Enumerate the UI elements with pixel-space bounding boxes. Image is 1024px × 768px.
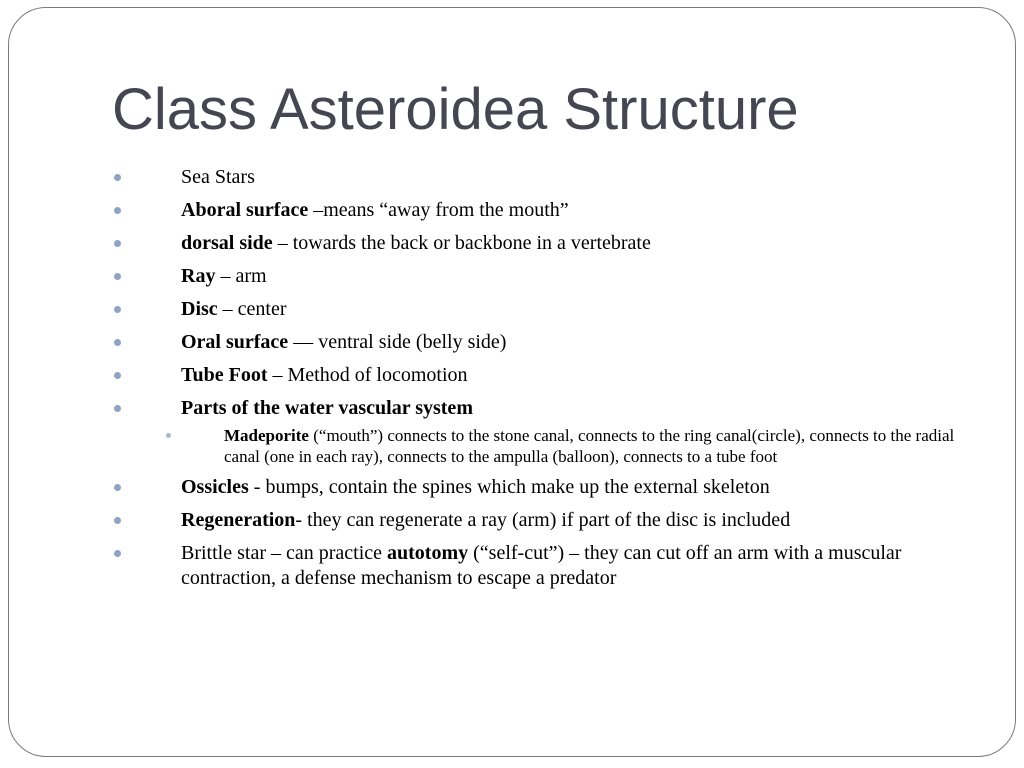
bullet-icon [114, 339, 121, 346]
bullet-icon [114, 207, 121, 214]
bullet-text: – arm [215, 265, 267, 287]
bullet-icon [114, 405, 121, 412]
bullet-item-water-vascular-system [110, 396, 980, 467]
bullet-term: Aboral surface [181, 199, 309, 221]
bullet-text: – center [217, 298, 287, 320]
bullet-text: – towards the back or backbone in a vertebrate [272, 232, 651, 254]
sub-bullet-list [110, 425, 980, 467]
bullet-text: – Method of locomotion [267, 364, 468, 386]
bullet-term: autotomy [387, 542, 469, 564]
bullet-item-tube-foot [110, 363, 980, 388]
bullet-icon [114, 240, 121, 247]
bullet-text-pre: Brittle star – can practice [181, 542, 388, 564]
sub-bullet-text: (“mouth”) connects to the stone canal, connects to the ring canal(circle), connects to the radial canal (one in each ray), connects to the ampulla (balloon), connects to a tube foot [224, 426, 955, 466]
bullet-text: (“self-cut”) – they can cut off an arm with a muscular contraction, a defense mechanism to escape a predator [181, 542, 902, 589]
bullet-list [110, 165, 980, 599]
bullet-item-ossicles [110, 475, 980, 500]
bullet-term: Oral surface [181, 331, 289, 353]
bullet-term: Regeneration [181, 509, 296, 531]
bullet-item-sea-stars [110, 165, 980, 190]
bullet-icon [114, 484, 121, 491]
bullet-icon [114, 174, 121, 181]
bullet-text: –– ventral side (belly side) [288, 331, 507, 353]
slide-title: Class Asteroidea Structure [112, 77, 799, 142]
bullet-text: - bumps, contain the spines which make up the external skeleton [248, 476, 770, 498]
sub-bullet-item-madeporite [110, 425, 980, 467]
bullet-text: Sea Stars [181, 166, 255, 188]
bullet-icon [114, 306, 121, 313]
bullet-term: dorsal side [181, 232, 273, 254]
bullet-icon [114, 372, 121, 379]
bullet-term: Ossicles [181, 476, 249, 498]
bullet-text: –means “away from the mouth” [308, 199, 569, 221]
bullet-text: - they can regenerate a ray (arm) if part of the disc is included [295, 509, 791, 531]
bullet-icon [114, 273, 121, 280]
bullet-item-dorsal-side [110, 231, 980, 256]
bullet-item-ray [110, 264, 980, 289]
bullet-icon [114, 550, 121, 557]
bullet-term: Parts of the water vascular system [181, 397, 473, 419]
bullet-item-disc [110, 297, 980, 322]
bullet-item-brittle-star [110, 541, 980, 591]
bullet-icon [114, 517, 121, 524]
sub-bullet-term: Madeporite [224, 426, 309, 445]
bullet-item-aboral-surface [110, 198, 980, 223]
bullet-item-oral-surface [110, 330, 980, 355]
bullet-item-regeneration [110, 508, 980, 533]
sub-bullet-icon [166, 433, 171, 438]
bullet-term: Tube Foot [181, 364, 268, 386]
bullet-term: Ray [181, 265, 216, 287]
bullet-term: Disc [181, 298, 218, 320]
